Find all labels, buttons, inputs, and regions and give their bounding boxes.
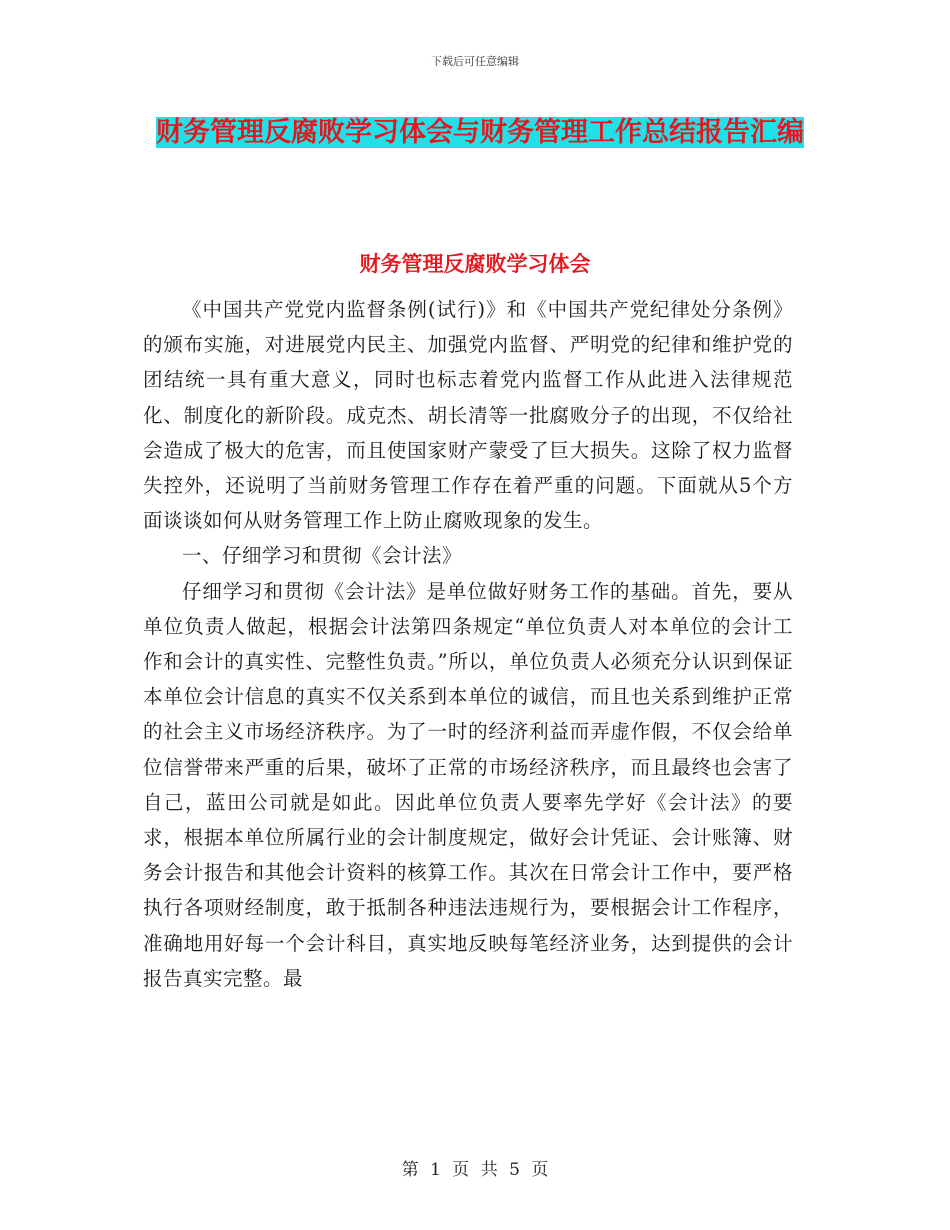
document-body bbox=[143, 292, 793, 996]
header-note: 下载后可任意编辑 bbox=[431, 55, 519, 68]
paragraph-heading-1: 一、仔细学习和贯彻《会计法》 bbox=[182, 544, 463, 568]
paragraph-1: 仔细学习和贯彻《会计法》是单位做好财务工作的基础。首先，要从单位负责人做起，根据会计法第四条规定“单位负责人对本单位的会计工作和会计的真实性、完整性负责。”所以，单位负责人必须充分认识到保证本单位会计信息的真实不仅关系到本单位的诚信，而且也关系到维护正常的社会主义市场经济秩序。为了一时的经济利益而弄虚作假，不仅会给单位信誉带来严重的后果，破坏了正常的市场经济秩序，而且最终也会害了自己，蓝田公司就是如此。因此单位负责人要率先学好《会计法》的要求，根据本单位所属行业的会计制度规定，做好会计凭证、会计账簿、财务会计报告和其他会计资料的核算工作。其次在日常会计工作中，要严格执行各项财经制度，敢于抵制各种违法违规行为，要根据会计工作程序，准确地用好每一个会计科目，真实地反映每笔经济业务，达到提供的会计报告真实完整。最 bbox=[143, 579, 793, 990]
document-title bbox=[140, 110, 820, 156]
document-title-text: 财务管理反腐败学习体会与财务管理工作总结报告汇编 bbox=[156, 117, 804, 148]
page-footer: 第 1 页 共 5 页 bbox=[401, 1160, 549, 1180]
section-title: 财务管理反腐败学习体会 bbox=[359, 252, 591, 276]
paragraph-intro: 《中国共产党党内监督条例(试行)》和《中国共产党纪律处分条例》的颁布实施，对进展党内民主、加强党内监督、严明党的纪律和维护党的团结统一具有重大意义，同时也标志着党内监督工作从此进入法律规范化、制度化的新阶段。成克杰、胡长清等一批腐败分子的出现，不仅给社会造成了极大的危害，而且使国家财产蒙受了巨大损失。这除了权力监督失控外，还说明了当前财务管理工作存在着严重的问题。下面就从5个方面谈谈如何从财务管理工作上防止腐败现象的发生。 bbox=[143, 298, 793, 533]
